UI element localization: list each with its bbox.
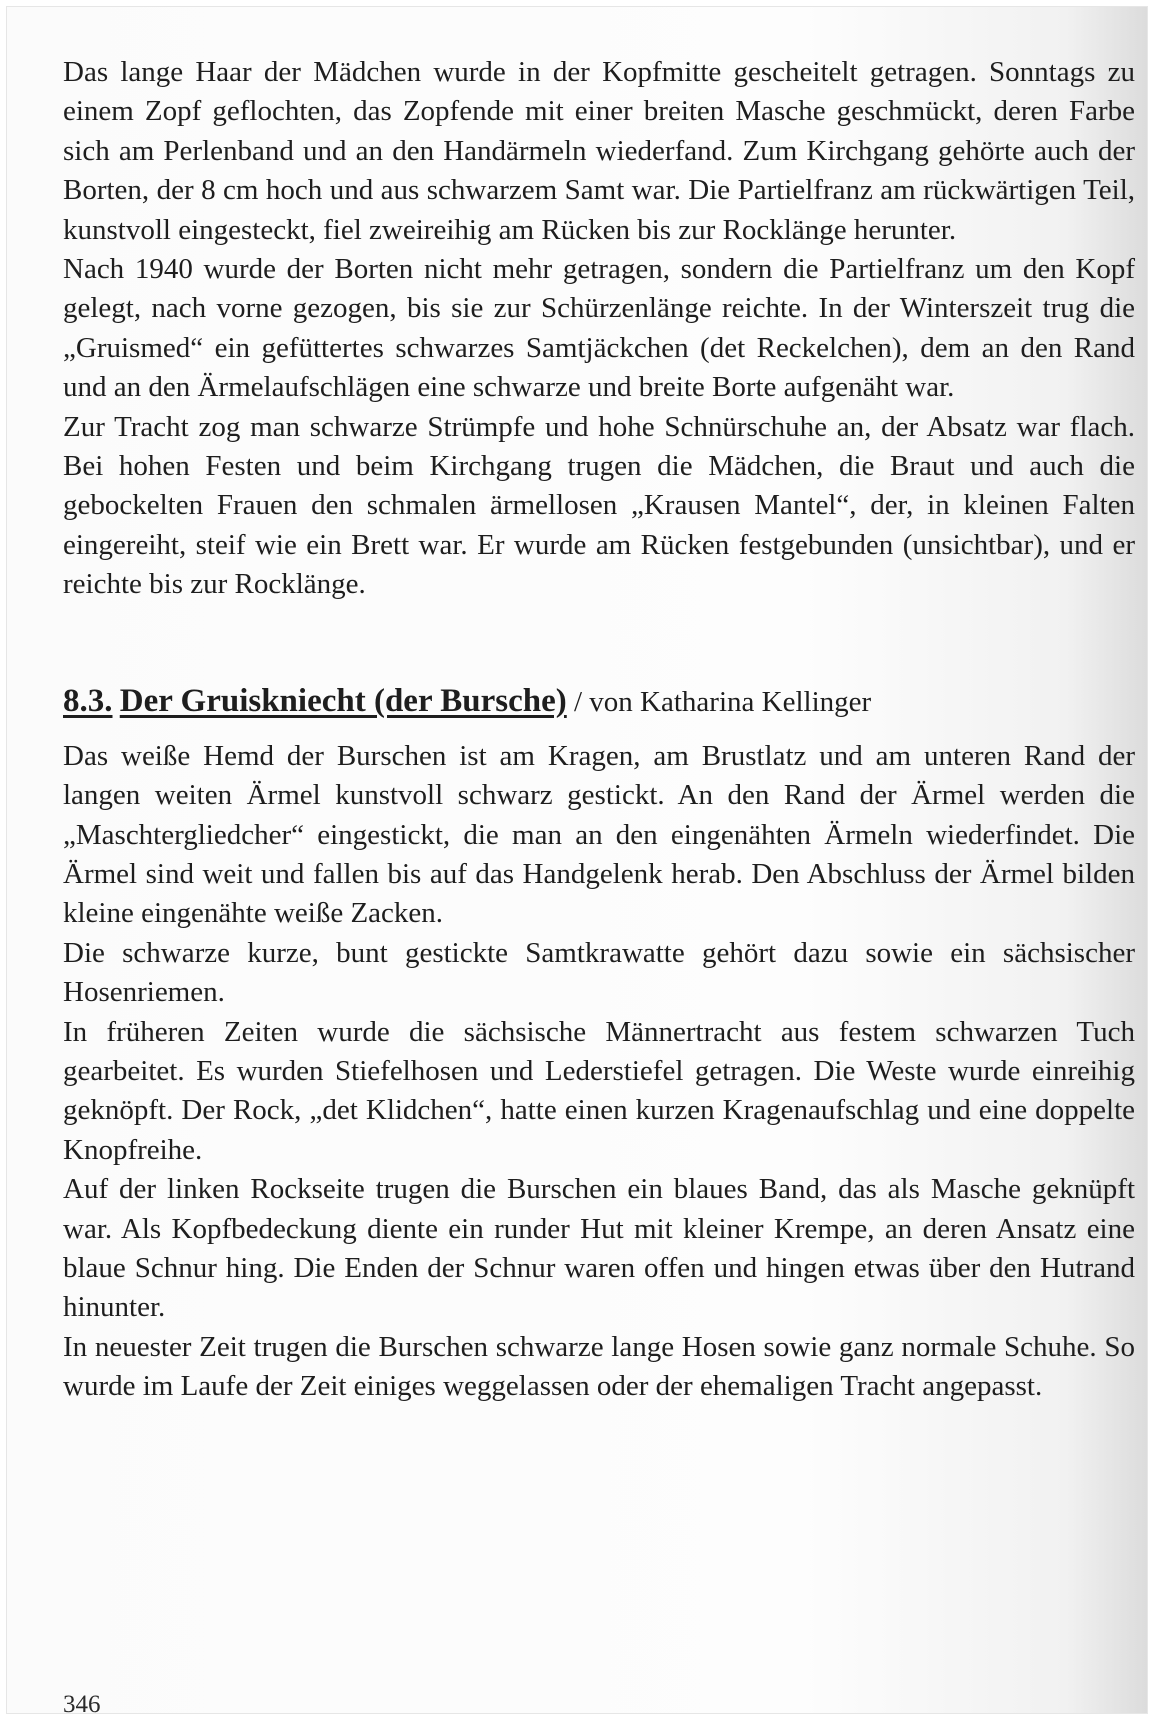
paragraph-stockings-and-mantel: Zur Tracht zog man schwarze Strümpfe und hohe Schnürschuhe an, der Absatz war flach. Bei hohen Festen und beim Kirchgang trugen die Mädchen, die Braut und auch die gebockelten Frauen den schmalen ärmellosen „Krausen Mantel“, der, in kleinen Falten eingereiht, steif wie ein Brett war. Er wurde am Rücken festgebunden (unsichtbar), und er reichte bis zur Rocklänge. <box>63 410 1135 601</box>
paragraph-after-1940: Nach 1940 wurde der Borten nicht mehr getragen, sondern die Partielfranz um den Kopf gelegt, nach vorne gezogen, bis sie zur Schürzenlänge reichte. In der Winterszeit trug die „Gruismed“ ein gefüttertes schwarzes Samtjäckchen (det Reckelchen), dem an den Rand und an den Ärmelaufschlägen eine schwarze und breite Borte aufgenäht war. <box>63 253 1135 404</box>
paragraph-hair-and-borten: Das lange Haar der Mädchen wurde in der Kopfmitte gescheitelt getragen. Sonntags zu einem Zopf geflochten, das Zopfende mit einer breiten Masche geschmückt, deren Farbe sich am Perlenband und an den Handärmeln wiederfand. Zum Kirchgang gehörte auch der Borten, der 8 cm hoch und aus schwarzem Samt war. Die Partielfranz am rückwärtigen Teil, kunstvoll eingesteckt, fiel zweireihig am Rücken bis zur Rocklänge herunter. <box>63 56 1135 246</box>
paragraph-earlier-times: In früheren Zeiten wurde die sächsische Männertracht aus festem schwarzen Tuch gearbeitet. Es wurden Stiefelhosen und Lederstiefel getragen. Die Weste wurde einreihig geknöpft. Der Rock, „det Klidchen“, hatte einen kurzen Kragenaufschlag und eine doppelte Knopfreihe. <box>63 1015 1135 1166</box>
page-number: 346 <box>63 1691 101 1714</box>
section-heading-8-3 <box>63 681 1135 722</box>
page-content <box>63 53 1135 1407</box>
book-page <box>6 6 1148 1714</box>
section-gruiskniecht <box>63 737 1135 1407</box>
section-title: Der Gruiskniecht (der Bursche) <box>119 682 567 719</box>
section-number: 8.3. <box>63 682 113 719</box>
paragraph-blue-ribbon-and-hat: Auf der linken Rockseite trugen die Burschen ein blaues Band, das als Masche geknüpft war. Als Kopfbedeckung diente ein runder Hut mit kleiner Krempe, an deren Ansatz eine blaue Schnur hing. Die Enden der Schnur waren offen und hingen etwas über den Hutrand hinunter. <box>63 1173 1135 1324</box>
section-girls-costume-continued <box>63 53 1135 605</box>
paragraph-modern-times: In neuester Zeit trugen die Burschen schwarze lange Hosen sowie ganz normale Schuhe. So wurde im Laufe der Zeit einiges weggelassen oder der ehemaligen Tracht angepasst. <box>63 1330 1135 1403</box>
section-author: / von Katharina Kellinger <box>574 685 872 718</box>
paragraph-white-shirt: Das weiße Hemd der Burschen ist am Kragen, am Brustlatz und am unteren Rand der langen weiten Ärmel kunstvoll schwarz gestickt. An den Rand der Ärmel werden die „Maschtergliedcher“ eingestickt, die man an den eingenähten Ärmeln wiederfindet. Die Ärmel sind weit und fallen bis auf das Handgelenk herab. Den Abschluss der Ärmel bilden kleine eingenähte weiße Zacken. <box>63 739 1135 930</box>
paragraph-velvet-tie: Die schwarze kurze, bunt gestickte Samtkrawatte gehört dazu sowie ein sächsischer Hosenriemen. <box>63 936 1135 1009</box>
